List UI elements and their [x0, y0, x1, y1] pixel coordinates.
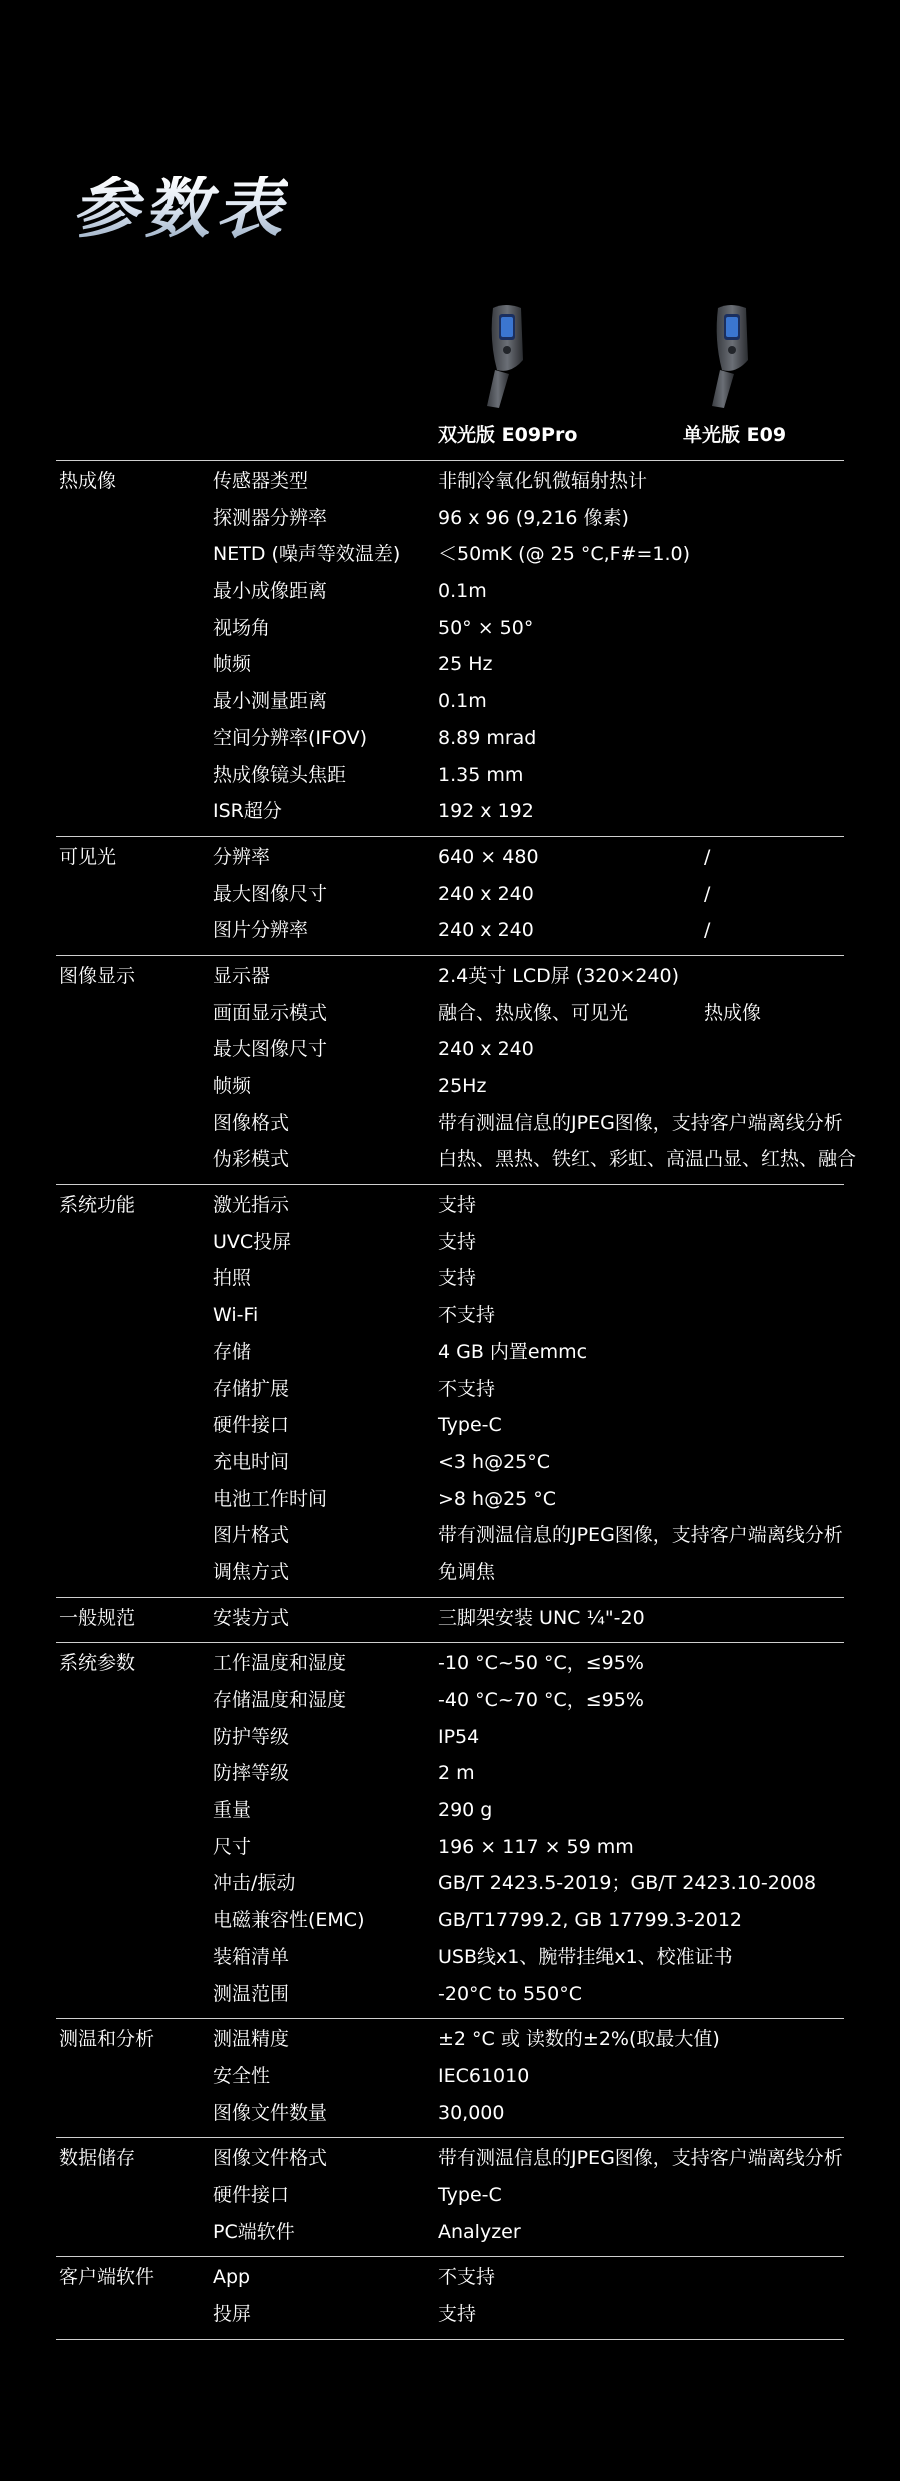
value-e09pro: -10 °C~50 °C，≤95% [438, 1652, 644, 1675]
section-name: 系统功能 [59, 1194, 136, 1217]
param-name: 图片分辨率 [213, 919, 309, 942]
param-name: 防护等级 [213, 1725, 290, 1748]
spec-row [56, 614, 844, 651]
param-name: Wi-Fi [213, 1304, 259, 1327]
value-e09pro: 不支持 [438, 1377, 496, 1400]
value-e09pro: 带有测温信息的JPEG图像，支持客户端离线分析 [438, 2147, 843, 2170]
spec-row [56, 1980, 844, 2017]
value-e09pro: 290 g [438, 1799, 493, 1822]
section-name: 可见光 [59, 845, 117, 868]
value-e09pro: 支持 [438, 1194, 477, 1217]
value-e09pro: 196 × 117 × 59 mm [438, 1835, 634, 1858]
value-e09pro: 三脚架安装 UNC ¼"-20 [438, 1606, 645, 1629]
value-e09pro: 25Hz [438, 1075, 487, 1097]
value-e09pro: 2.4英寸 LCD屏 (320×240) [438, 964, 680, 987]
value-e09pro: GB/T 2423.5-2019；GB/T 2423.10-2008 [438, 1872, 817, 1895]
spec-row [56, 650, 844, 687]
spec-section [56, 1643, 844, 2019]
param-name: 测温精度 [213, 2028, 290, 2051]
value-e09pro: 640 × 480 [438, 845, 539, 868]
param-name: 存储 [213, 1340, 252, 1363]
param-name: UVC投屏 [213, 1230, 292, 1253]
spec-row [56, 1649, 844, 1686]
value-e09: 热成像 [704, 1001, 762, 1024]
value-e09pro: ＜50mK (@ 25 °C,F#=1.0) [438, 543, 691, 566]
value-e09pro: <3 h@25°C [438, 1450, 551, 1473]
spec-row [56, 843, 844, 880]
spec-row [56, 2181, 844, 2218]
param-name: 拍照 [213, 1267, 252, 1290]
spec-row [56, 1228, 844, 1265]
spec-row [56, 1686, 844, 1723]
spec-section [56, 2019, 844, 2138]
value-e09pro: 25 Hz [438, 653, 493, 676]
spec-row [56, 1723, 844, 1760]
spec-row [56, 1759, 844, 1796]
spec-row [56, 1558, 844, 1595]
param-name: 工作温度和湿度 [213, 1652, 347, 1675]
param-name: NETD (噪声等效温差) [213, 543, 401, 566]
spec-row [56, 1448, 844, 1485]
param-name: 帧频 [213, 1075, 252, 1097]
spec-row [56, 1906, 844, 1943]
product-image-e09 [670, 300, 790, 410]
model-label-e09pro: 双光版 E09Pro [438, 424, 578, 446]
param-name: 存储扩展 [213, 1377, 290, 1400]
param-name: 安装方式 [213, 1606, 290, 1629]
param-name: 充电时间 [213, 1450, 290, 1473]
spec-row [56, 797, 844, 834]
value-e09pro: 不支持 [438, 1304, 496, 1327]
spec-table [56, 460, 857, 2340]
section-name: 客户端软件 [59, 2266, 155, 2289]
param-name: 最大图像尺寸 [213, 1038, 328, 1061]
section-name: 一般规范 [59, 1606, 136, 1629]
value-e09pro: 96 x 96 (9,216 像素) [438, 506, 629, 529]
param-name: 投屏 [213, 2303, 252, 2325]
spec-row [56, 1485, 844, 1522]
spec-row [56, 2062, 844, 2099]
value-e09pro: 240 x 240 [438, 1038, 534, 1061]
value-e09pro: 支持 [438, 1230, 477, 1253]
value-e09pro: 白热、黑热、铁红、彩虹、高温凸显、红热、融合 [438, 1148, 857, 1171]
value-e09pro: 支持 [438, 2303, 477, 2325]
section-name: 系统参数 [59, 1652, 136, 1675]
section-name: 图像显示 [59, 964, 136, 987]
spec-section [56, 461, 844, 837]
spec-row [56, 2300, 844, 2337]
thermal-camera-icon [690, 300, 770, 410]
spec-row [56, 577, 844, 614]
spec-row [56, 1521, 844, 1558]
spec-row [56, 2263, 844, 2300]
spec-row [56, 2218, 844, 2255]
param-name: 最小成像距离 [213, 580, 328, 603]
value-e09pro: -40 °C~70 °C，≤95% [438, 1689, 644, 1711]
spec-row [56, 724, 844, 761]
spec-row [56, 1145, 857, 1182]
param-name: 尺寸 [213, 1835, 252, 1858]
param-name: 传感器类型 [213, 470, 309, 492]
value-e09pro: 带有测温信息的JPEG图像，支持客户端离线分析 [438, 1524, 843, 1547]
spec-row [56, 2099, 844, 2136]
spec-row [56, 1338, 844, 1375]
param-name: 图像文件格式 [213, 2147, 328, 2170]
param-name: 防摔等级 [213, 1762, 290, 1785]
value-e09pro: 1.35 mm [438, 763, 524, 786]
spec-row [56, 916, 844, 953]
spec-row [56, 1035, 844, 1072]
spec-row [56, 687, 844, 724]
spec-section [56, 1598, 844, 1644]
spec-row [56, 1072, 844, 1109]
value-e09pro: 240 x 240 [438, 882, 534, 905]
value-e09pro: 2 m [438, 1762, 475, 1785]
param-name: 冲击/振动 [213, 1872, 296, 1895]
param-name: 硬件接口 [213, 1414, 290, 1437]
spec-section [56, 837, 844, 956]
param-name: 热成像镜头焦距 [213, 763, 347, 786]
product-image-e09pro [445, 300, 565, 410]
spec-section [56, 956, 857, 1185]
value-e09pro: 192 x 192 [438, 800, 534, 823]
value-e09pro: 8.89 mrad [438, 726, 537, 749]
param-name: 激光指示 [213, 1194, 290, 1217]
section-name: 测温和分析 [59, 2028, 155, 2051]
param-name: 画面显示模式 [213, 1001, 328, 1024]
spec-row [56, 1604, 844, 1641]
spec-row [56, 540, 844, 577]
spec-row [56, 1411, 844, 1448]
value-e09pro: Type-C [438, 1414, 502, 1437]
param-name: 安全性 [213, 2064, 271, 2087]
spec-row [56, 467, 844, 504]
spec-row [56, 1301, 844, 1338]
value-e09pro: 50° × 50° [438, 616, 534, 639]
value-e09pro: 0.1m [438, 580, 487, 603]
value-e09pro: Type-C [438, 2183, 502, 2206]
value-e09: / [704, 882, 711, 905]
param-name: PC端软件 [213, 2220, 295, 2243]
spec-row [56, 2144, 844, 2181]
value-e09pro: IP54 [438, 1725, 480, 1748]
spec-row [56, 880, 844, 917]
param-name: App [213, 2266, 251, 2289]
value-e09pro: 240 x 240 [438, 919, 534, 942]
spec-row [56, 1943, 844, 1980]
param-name: 最大图像尺寸 [213, 882, 328, 905]
param-name: 硬件接口 [213, 2183, 290, 2206]
param-name: 帧频 [213, 653, 252, 676]
param-name: 装箱清单 [213, 1945, 290, 1968]
param-name: 测温范围 [213, 1982, 290, 2005]
spec-row [56, 761, 844, 798]
spec-row [56, 1796, 844, 1833]
param-name: 最小测量距离 [213, 690, 328, 713]
value-e09pro: >8 h@25 °C [438, 1487, 557, 1510]
value-e09pro: -20°C to 550°C [438, 1982, 582, 2005]
param-name: 图片格式 [213, 1524, 290, 1547]
spec-row [56, 999, 844, 1036]
param-name: 电池工作时间 [213, 1487, 328, 1510]
spec-section [56, 2257, 844, 2339]
value-e09pro: 带有测温信息的JPEG图像，支持客户端离线分析 [438, 1111, 843, 1134]
spec-section [56, 1185, 844, 1598]
param-name: 存储温度和湿度 [213, 1689, 347, 1711]
spec-row [56, 2025, 844, 2062]
value-e09pro: 免调焦 [438, 1560, 496, 1583]
section-name: 热成像 [59, 470, 117, 492]
value-e09pro: 0.1m [438, 690, 487, 713]
param-name: 图像文件数量 [213, 2101, 328, 2124]
value-e09pro: 30,000 [438, 2101, 505, 2124]
spec-row [56, 1109, 844, 1146]
value-e09pro: GB/T17799.2, GB 17799.3-2012 [438, 1909, 742, 1932]
spec-row [56, 1191, 844, 1228]
spec-row [56, 1833, 844, 1870]
param-name: 重量 [213, 1799, 252, 1822]
model-label-e09: 单光版 E09 [683, 424, 787, 446]
section-name: 数据储存 [59, 2147, 136, 2170]
value-e09pro: 4 GB 内置emmc [438, 1340, 588, 1363]
param-name: ISR超分 [213, 800, 282, 823]
param-name: 探测器分辨率 [213, 506, 328, 529]
param-name: 电磁兼容性(EMC) [213, 1909, 365, 1932]
param-name: 空间分辨率(IFOV) [213, 726, 367, 749]
param-name: 图像格式 [213, 1111, 290, 1134]
value-e09pro: IEC61010 [438, 2064, 530, 2087]
thermal-camera-icon [465, 300, 545, 410]
spec-row [56, 504, 844, 541]
value-e09pro: Analyzer [438, 2220, 521, 2243]
value-e09pro: 非制冷氧化钒微辐射热计 [438, 470, 648, 492]
value-e09pro: 支持 [438, 1267, 477, 1290]
page-title: 参数表 [72, 170, 288, 247]
value-e09pro: 不支持 [438, 2266, 496, 2289]
value-e09pro: USB线x1、腕带挂绳x1、校准证书 [438, 1945, 733, 1968]
value-e09pro: ±2 °C 或 读数的±2%(取最大值) [438, 2028, 720, 2051]
spec-row [56, 1375, 844, 1412]
param-name: 调焦方式 [213, 1560, 290, 1583]
value-e09: / [704, 845, 711, 868]
value-e09: / [704, 919, 711, 942]
param-name: 显示器 [213, 964, 271, 987]
param-name: 分辨率 [213, 845, 271, 868]
param-name: 视场角 [213, 616, 271, 639]
value-e09pro: 融合、热成像、可见光 [438, 1001, 629, 1024]
spec-row [56, 1869, 844, 1906]
spec-section [56, 2138, 844, 2257]
spec-row [56, 1264, 844, 1301]
param-name: 伪彩模式 [213, 1148, 290, 1171]
spec-row [56, 962, 844, 999]
